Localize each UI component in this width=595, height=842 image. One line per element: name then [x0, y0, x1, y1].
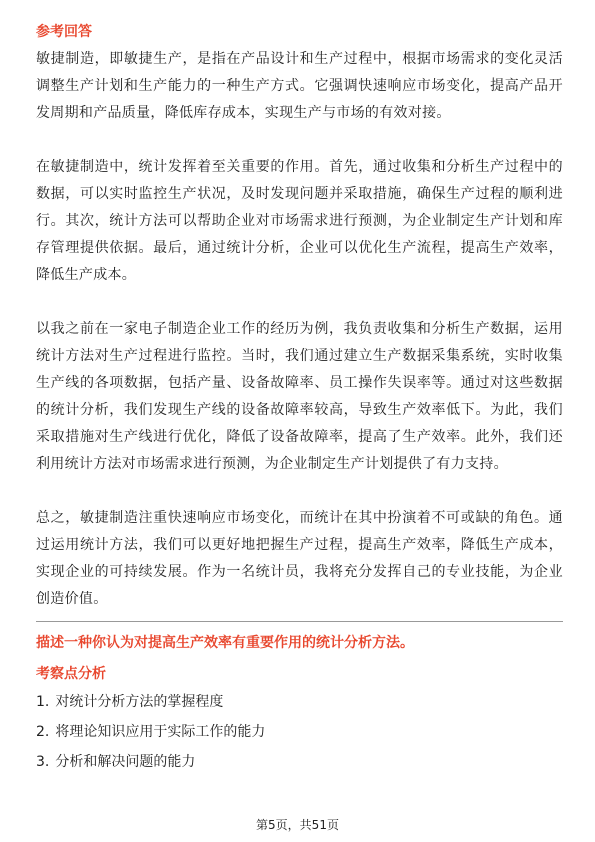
- section-divider: [36, 621, 563, 622]
- answer-paragraph-4: 总之，敏捷制造注重快速响应市场变化，而统计在其中扮演着不可或缺的角色。通过运用统计方法，我们可以更好地把握生产过程，提高生产效率，降低生产成本，实现企业的可持续发展。作为一名统计员，我将充分发挥自己的专业技能，为企业创造价值。: [36, 510, 563, 607]
- analysis-point-2: [36, 722, 563, 742]
- point-text: 对统计分析方法的掌握程度: [55, 694, 224, 710]
- analysis-point-3: [36, 752, 563, 772]
- analysis-point-1: [36, 692, 563, 712]
- point-text: 将理论知识应用于实际工作的能力: [55, 724, 266, 740]
- point-text: 分析和解决问题的能力: [55, 754, 196, 770]
- answer-paragraph-2: 在敏捷制造中，统计发挥着至关重要的作用。首先，通过收集和分析生产过程中的数据，可以实时监控生产状况，及时发现问题并采取措施，确保生产过程的顺利进行。其次，统计方法可以帮助企业对市场需求进行预测，为企业制定生产计划和库存管理提供依据。最后，通过统计分析，企业可以优化生产流程，提高生产效率，降低生产成本。: [36, 159, 563, 283]
- answer-paragraph-1: 敏捷制造，即敏捷生产，是指在产品设计和生产过程中，根据市场需求的变化灵活调整生产计划和生产能力的一种生产方式。它强调快速响应市场变化，提高产品开发周期和产品质量，降低库存成本，实现生产与市场的有效对接。: [36, 51, 563, 121]
- page-number-footer: 第5页，共51页: [256, 818, 339, 832]
- point-number: 2.: [36, 724, 50, 740]
- answer-heading: 参考回答: [36, 24, 92, 40]
- analysis-heading: 考察点分析: [36, 666, 106, 682]
- question-text: 描述一种你认为对提高生产效率有重要作用的统计分析方法。: [36, 635, 414, 651]
- page-content: [36, 22, 563, 782]
- point-number: 1.: [36, 694, 50, 710]
- answer-paragraph-3: 以我之前在一家电子制造企业工作的经历为例，我负责收集和分析生产数据，运用统计方法对生产过程进行监控。当时，我们通过建立生产数据采集系统，实时收集生产线的各项数据，包括产量、设备故障率、员工操作失误率等。通过对这些数据的统计分析，我们发现生产线的设备故障率较高，导致生产效率低下。为此，我们采取措施对生产线进行优化，降低了设备故障率，提高了生产效率。此外，我们还利用统计方法对市场需求进行预测，为企业制定生产计划提供了有力支持。: [36, 321, 563, 472]
- point-number: 3.: [36, 754, 50, 770]
